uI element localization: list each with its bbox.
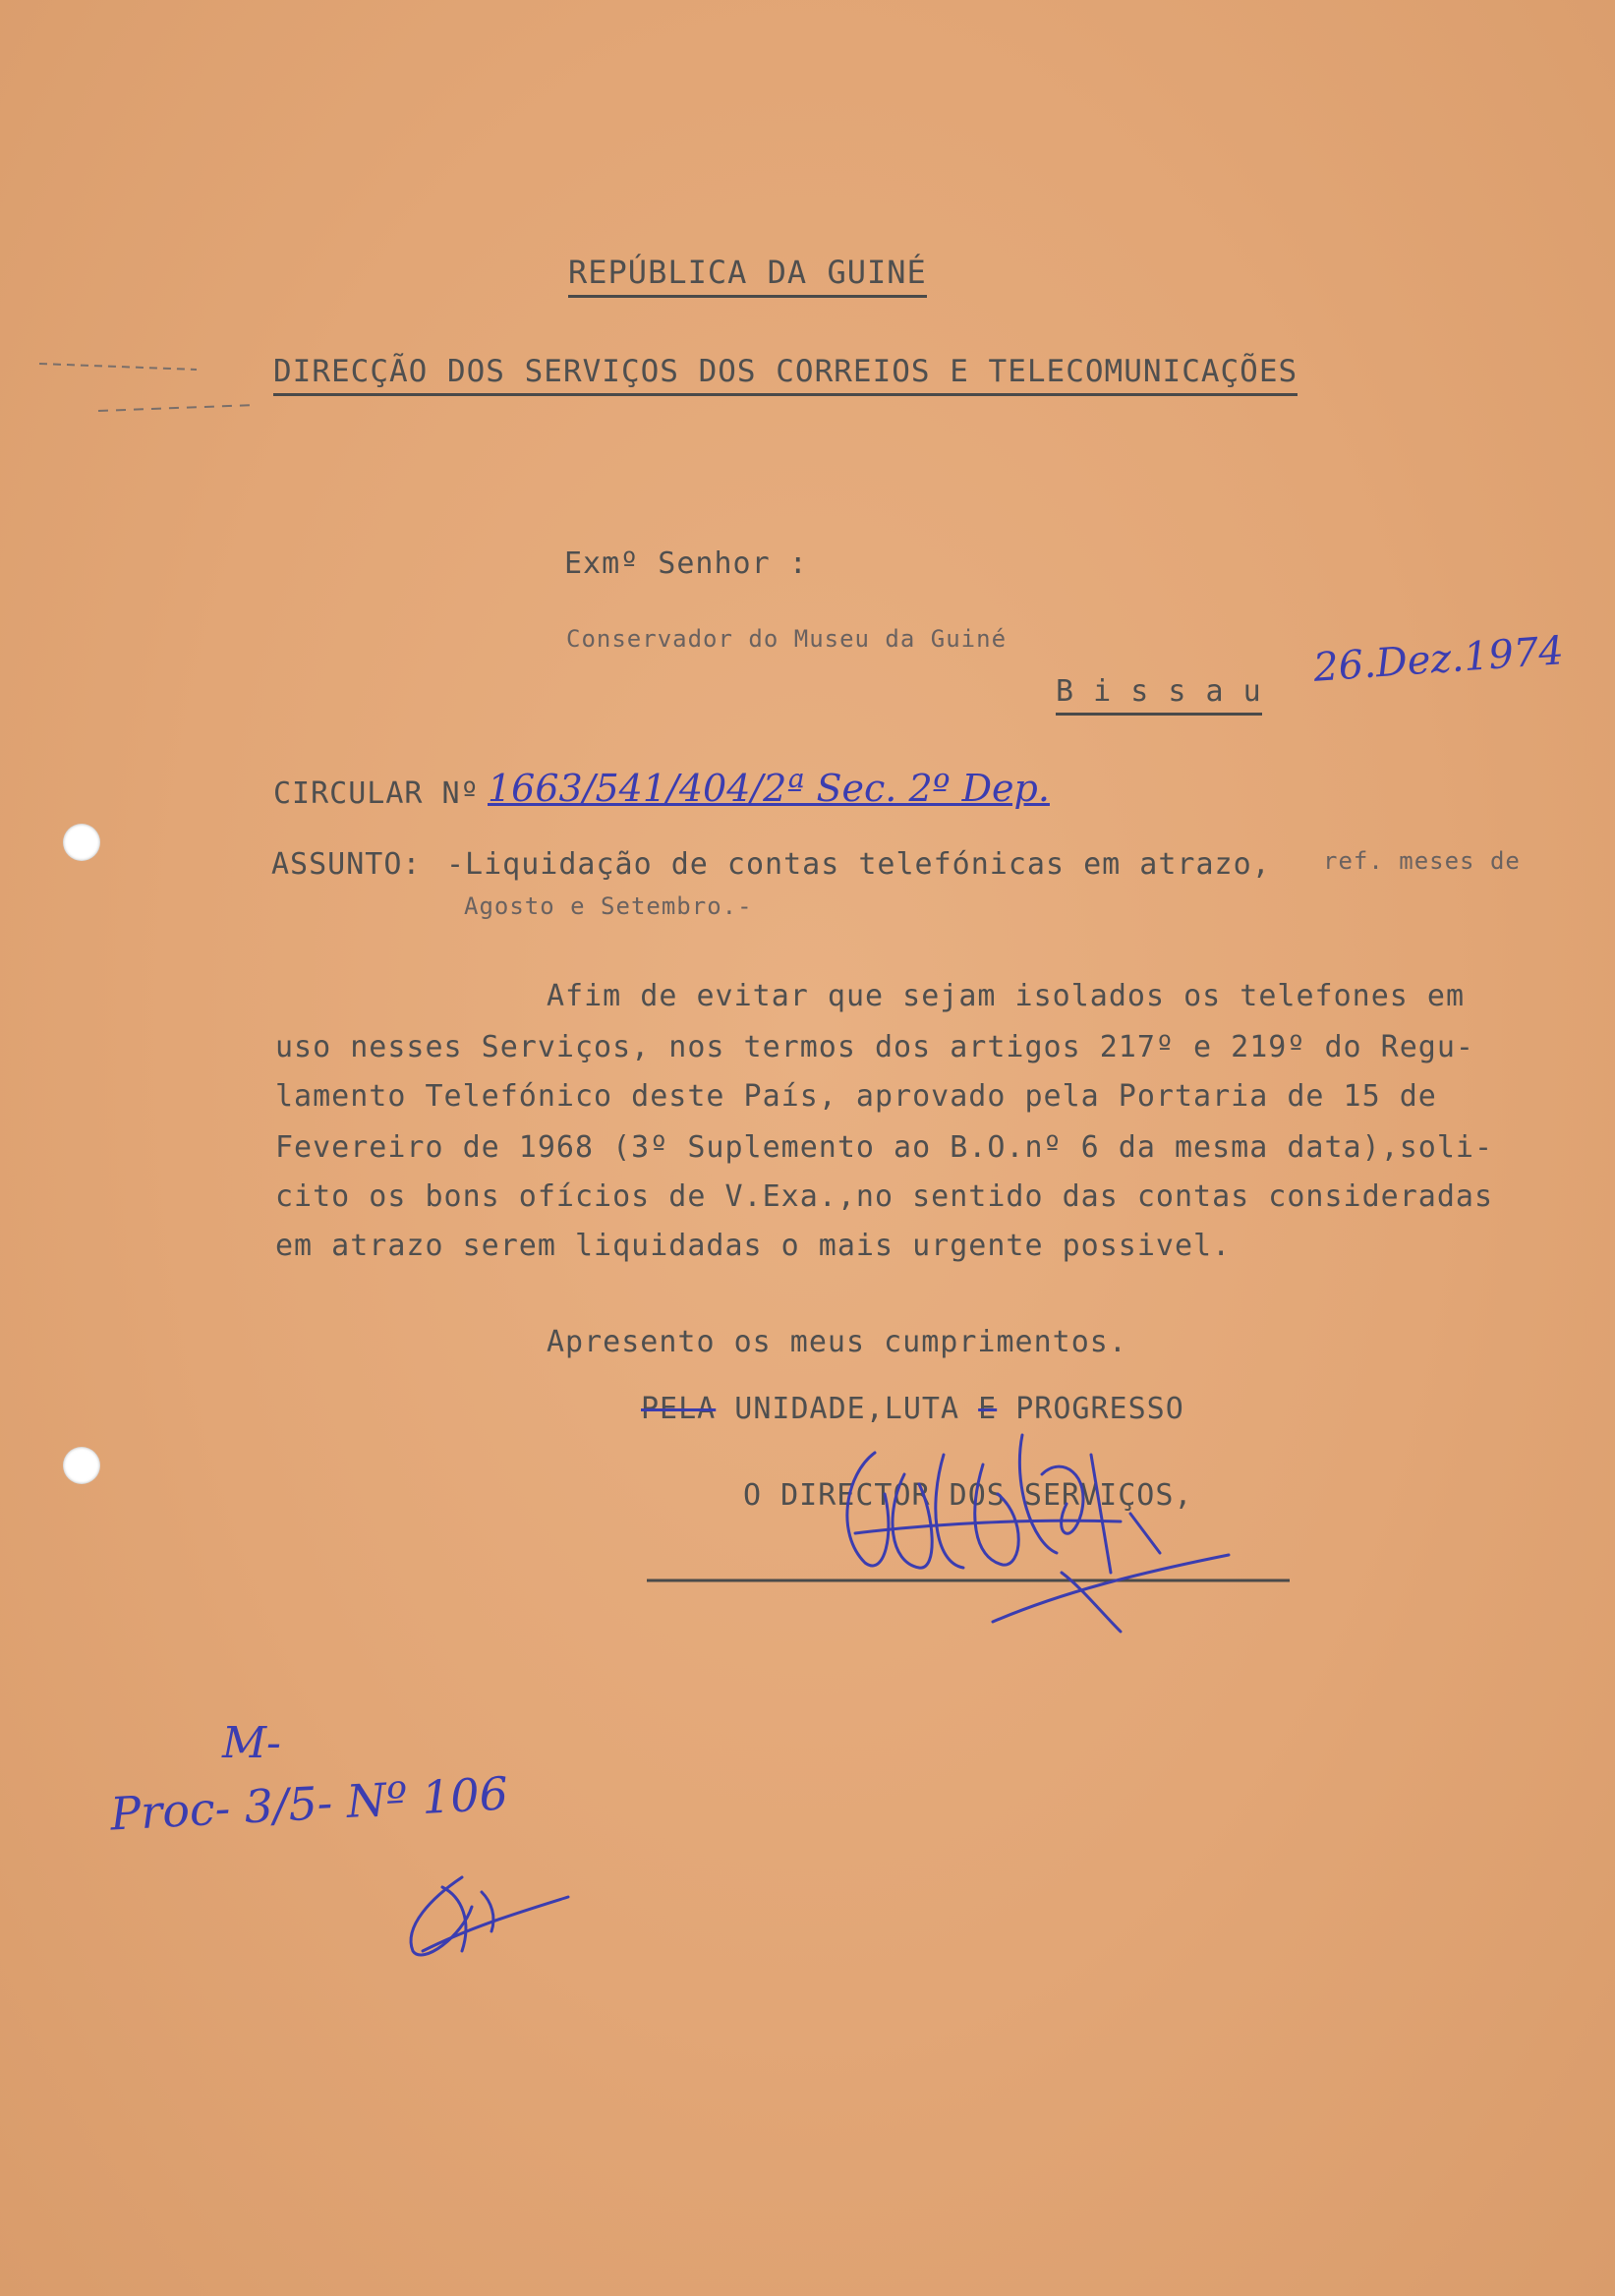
circular-number: 1663/541/404/2ª Sec. 2º Dep. xyxy=(488,767,1050,810)
body-line: uso nesses Serviços, nos termos dos artigos 217º e 219º do Regu- xyxy=(275,1030,1474,1064)
signatory-title: O DIRECTOR DOS SERVIÇOS, xyxy=(743,1478,1193,1513)
motto-part-1: UNIDADE,LUTA xyxy=(716,1392,979,1426)
annotation-process: Proc- 3/5- Nº 106 xyxy=(108,1766,510,1841)
body-line: cito os bons ofícios de V.Exa.,no sentido das contas consideradas xyxy=(275,1179,1493,1214)
circular-label: CIRCULAR Nº xyxy=(273,776,480,811)
body-line: em atrazo serem liquidadas o mais urgente possivel. xyxy=(275,1229,1232,1263)
salutation: Exmº Senhor : xyxy=(564,546,808,581)
subject-label: ASSUNTO: xyxy=(271,847,422,882)
motto-part-2: PROGRESSO xyxy=(997,1392,1184,1426)
directorate-header: DIRECÇÃO DOS SERVIÇOS DOS CORREIOS E TELECOMUNICAÇÕES xyxy=(273,354,1298,396)
recipient: Conservador do Museu da Guiné xyxy=(566,625,1008,653)
city: B i s s a u xyxy=(1056,674,1262,716)
body-line: Afim de evitar que sejam isolados os telefones em xyxy=(547,979,1466,1013)
subject-ref: ref. meses de xyxy=(1323,847,1521,875)
closing-greeting: Apresento os meus cumprimentos. xyxy=(547,1325,1127,1359)
subject-text: -Liquidação de contas telefónicas em atrazo, xyxy=(446,847,1271,882)
republic-header: REPÚBLICA DA GUINÉ xyxy=(568,254,927,298)
handwritten-date: 26.Dez.1974 xyxy=(1311,628,1566,691)
subject-line2: Agosto e Setembro.- xyxy=(464,892,753,920)
body-line: Fevereiro de 1968 (3º Suplemento ao B.O.nº 6 da mesma data),soli- xyxy=(275,1130,1493,1165)
body-line: lamento Telefónico deste País, aprovado pela Portaria de 15 de xyxy=(275,1079,1437,1114)
motto-e-struck: E xyxy=(978,1392,998,1426)
motto-pela-struck: PELA xyxy=(641,1392,717,1426)
annotation-m: M- xyxy=(222,1718,281,1768)
